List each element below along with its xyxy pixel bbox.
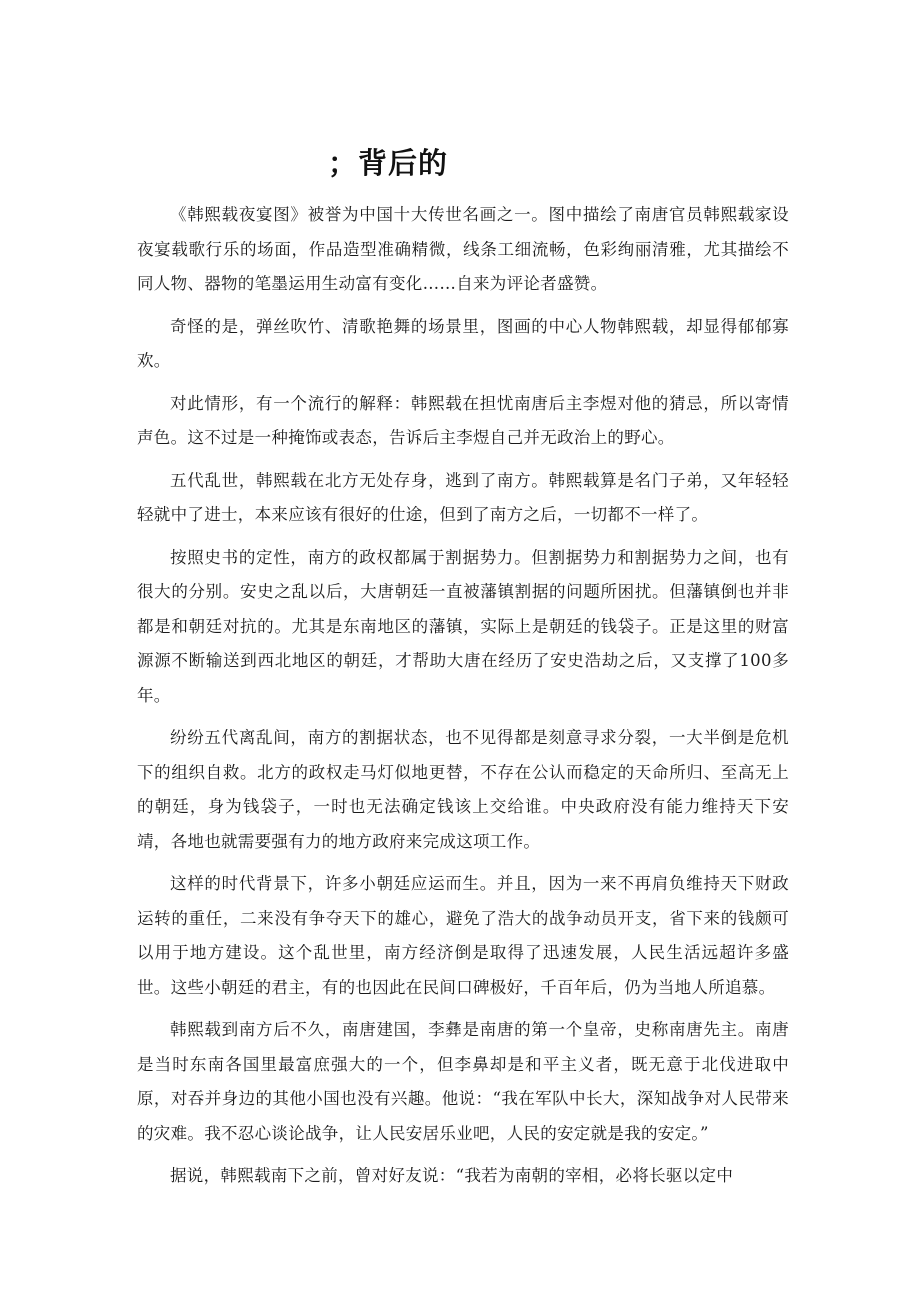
paragraph: 这样的时代背景下，许多小朝廷应运而生。并且，因为一来不再肩负维持天下财政运转的重任，二来没有争夺天下的雄心，避免了浩大的战争动员开支，省下来的钱颇可以用于地方建设。这个乱世里，南方经济倒是取得了迅速发展，人民生活远超许多盛世。这些小朝廷的君主，有的也因此在民间口碑极好，千百年后，仍为当地人所追慕。 <box>137 874 789 997</box>
paragraph: 五代乱世，韩熙载在北方无处存身，逃到了南方。韩熙载算是名门子弟，又年轻轻轻就中了进士，本来应该有很好的仕途，但到了南方之后，一切都不一样了。 <box>137 470 789 524</box>
paragraph: 韩熙载到南方后不久，南唐建国，李彝是南唐的第一个皇帝，史称南唐先主。南唐是当时东南各国里最富庶强大的一个，但李鼻却是和平主义者，既无意于北伐进取中原，对吞并身边的其他小国也没有兴趣。他说：“我在军队中长大，深知战争对人民带来的灾难。我不忍心谈论战争，让人民安居乐业吧，人民的安定就是我的安定。” <box>137 1020 789 1143</box>
paragraph: 奇怪的是，弹丝吹竹、清歌艳舞的场景里，图画的中心人物韩熙载，却显得郁郁寡欢。 <box>137 316 789 370</box>
paragraph: 按照史书的定性，南方的政权都属于割据势力。但割据势力和割据势力之间，也有很大的分别。安史之乱以后，大唐朝廷一直被藩镇割据的问题所困扰。但藩镇倒也并非都是和朝廷对抗的。尤其是东南地区的藩镇，实际上是朝廷的钱袋子。正是这里的财富源源不断输送到西北地区的朝廷，才帮助大唐在经历了安史浩劫之后，又支撑了100多年。 <box>137 547 789 705</box>
paragraph: 对此情形，有一个流行的解释：韩熙载在担忧南唐后主李煜对他的猜忌，所以寄情声色。这不过是一种掩饰或表态，告诉后主李煜自己并无政治上的野心。 <box>137 393 789 447</box>
article-body <box>137 198 789 1202</box>
paragraph: 纷纷五代离乱间，南方的割据状态，也不见得都是刻意寻求分裂，一大半倒是危机下的组织自救。北方的政权走马灯似地更替，不存在公认而稳定的天命所归、至高无上的朝廷，身为钱袋子，一时也无法确定钱该上交给谁。中央政府没有能力维持天下安靖，各地也就需要强有力的地方政府来完成这项工作。 <box>137 728 789 851</box>
paragraph: 据说，韩熙载南下之前，曾对好友说：“我若为南朝的宰相，必将长驱以定中 <box>170 1166 734 1185</box>
document-title: ；背后的 <box>328 146 449 180</box>
paragraph: 《韩熙载夜宴图》被誉为中国十大传世名画之一。图中描绘了南唐官员韩熙载家设夜宴载歌行乐的场面，作品造型准确精微，线条工细流畅，色彩绚丽清雅，尤其描绘不同人物、器物的笔墨运用生动富有变化……自来为评论者盛赞。 <box>137 205 789 293</box>
